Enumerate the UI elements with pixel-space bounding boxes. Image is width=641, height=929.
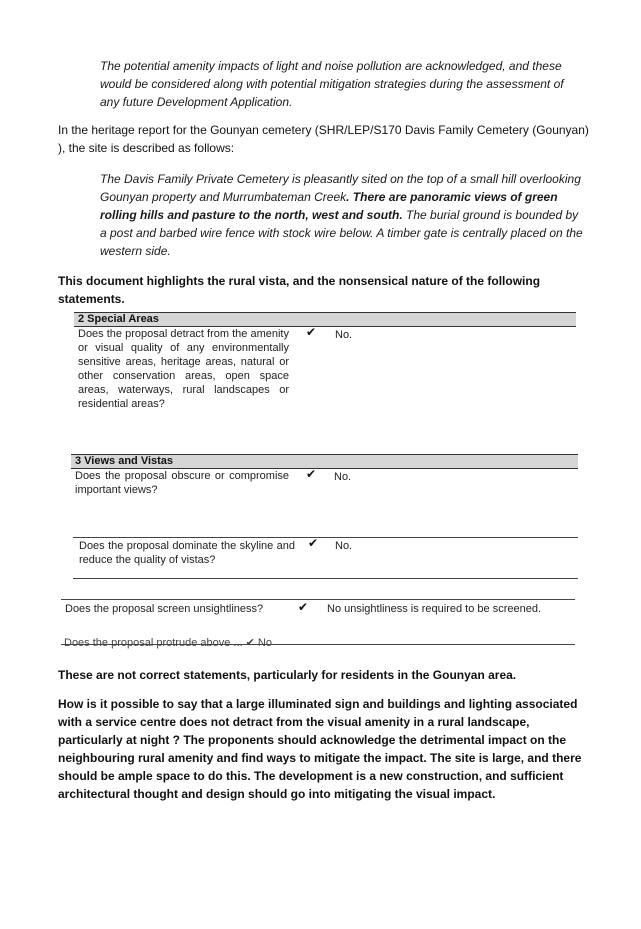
checkmark-icon: ✔: [308, 536, 319, 550]
quote-part2: The burial ground is bounded by a post and barbed wire fence with stock wire below. A timber gate is centrally placed on the western side.: [100, 208, 583, 258]
checkmark-icon: ✔: [298, 600, 309, 614]
visual-amenity-argument: How is it possible to say that a large illuminated sign and buildings and lighting associated with a service centre does not detract from the visual amenity in a rural landscape, particularly at night ? The proponents should acknowledge the detrimental impact on the neighbouring rural amenity and find ways to mitigate the impact. The site is large, and there should be ample space to do this. The development is a new construction, and sufficient architectural thought and design should go into mitigating the visual impact.: [58, 697, 582, 801]
question-obscure-views: Does the proposal obscure or compromise important views?: [75, 470, 289, 496]
quote-part1: The Davis Family Private Cemetery is pleasantly sited on the top of a small hill overlooking Gounyan property and Murrumbateman Creek: [100, 172, 581, 204]
heritage-report-intro: In the heritage report for the Gounyan cemetery (SHR/LEP/S170 Davis Family Cemetery (Gounyan) ), the site is described as follows:: [58, 123, 589, 155]
quote-cemetery-description: [100, 170, 585, 260]
answer-no: No.: [335, 329, 353, 341]
section-header-views-vistas: 3 Views and Vistas: [71, 454, 578, 469]
quote-light-noise: The potential amenity impacts of light and noise pollution are acknowledged, and these would be considered along with potential mitigation strategies during the assessment of any future Development Application.: [100, 59, 564, 109]
checkmark-icon: ✔: [306, 467, 317, 481]
answer-no-unsightliness: No unsightliness is required to be screened.: [327, 603, 542, 615]
document-highlight-statement: This document highlights the rural vista, and the nonsensical nature of the following statements.: [58, 274, 541, 306]
answer-no: No.: [334, 471, 352, 483]
not-correct-statement: These are not correct statements, particularly for residents in the Gounyan area.: [58, 668, 517, 682]
section-header-special-areas: 2 Special Areas: [74, 312, 576, 327]
row-divider: [73, 578, 578, 579]
question-dominate-skyline: Does the proposal dominate the skyline and reduce the quality of vistas?: [79, 540, 295, 566]
checkmark-icon: ✔: [306, 325, 317, 339]
question-screen-unsightliness: Does the proposal screen unsightliness?: [65, 603, 264, 615]
cut-off-row: Does the proposal protrude above ... ✔ No: [64, 637, 272, 649]
answer-no: No.: [335, 540, 353, 552]
quote-bold: . There are panoramic views of green rolling hills and pasture to the north, west and south.: [100, 190, 558, 222]
row-divider: [61, 599, 575, 600]
row-divider: [73, 537, 578, 538]
question-detract-amenity: Does the proposal detract from the amenity or visual quality of any environmentally sensitive areas, heritage areas, natural or other conservation areas, open space areas, waterways, rural landscapes or residential areas?: [78, 328, 289, 410]
